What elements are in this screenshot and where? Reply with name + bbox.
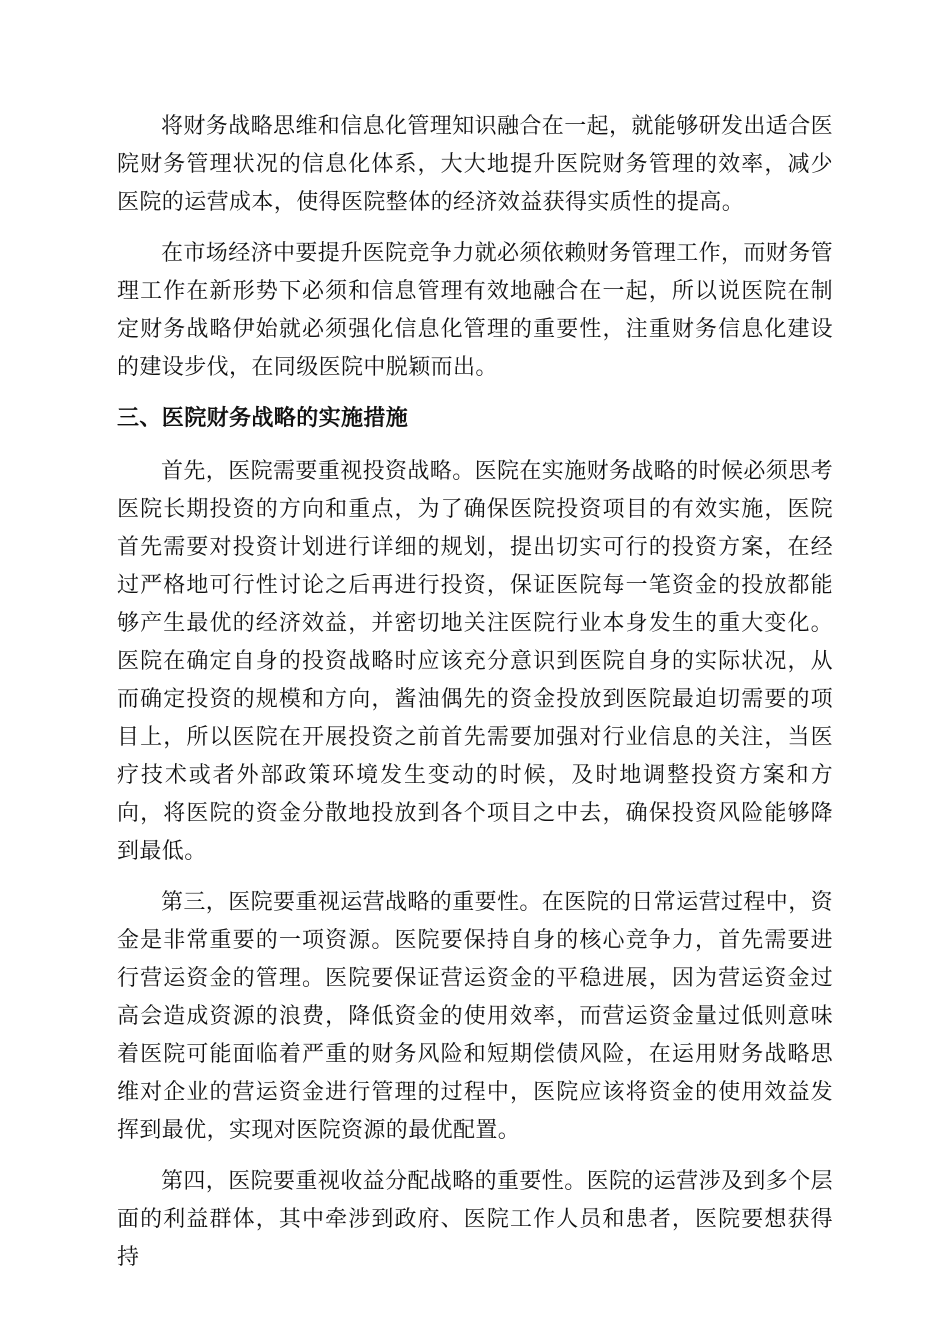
- paragraph-profit-distribution: 第四，医院要重视收益分配战略的重要性。医院的运营涉及到多个层面的利益群体，其中牵涉到政府、医院工作人员和患者，医院要想获得持: [117, 1169, 834, 1270]
- paragraph-investment-strategy: 首先，医院需要重视投资战略。医院在实施财务战略的时候必须思考医院长期投资的方向和重点，为了确保医院投资项目的有效实施，医院首先需要对投资计划进行详细的规划，提出切实可行的投资方案，在经过严格地可行性讨论之后再进行投资，保证医院每一笔资金的投放都能够产生最优的经济效益，并密切地关注医院行业本身发生的重大变化。医院在确定自身的投资战略时应该充分意识到医院自身的实际状况，从而确定投资的规模和方向，酱油偶先的资金投放到医院最迫切需要的项目上，所以医院在开展投资之前首先需要加强对行业信息的关注，当医疗技术或者外部政策环境发生变动的时候，及时地调整投资方案和方向，将医院的资金分散地投放到各个项目之中去，确保投资风险能够降到最低。: [117, 459, 834, 864]
- section-heading: 三、医院财务战略的实施措施: [117, 406, 409, 431]
- paragraph-competitiveness: 在市场经济中要提升医院竞争力就必须依赖财务管理工作，而财务管理工作在新形势下必须和信息管理有效地融合在一起，所以说医院在制定财务战略伊始就必须强化信息化管理的重要性，注重财务信息化建设的建设步伐，在同级医院中脱颖而出。: [117, 241, 834, 380]
- paragraph-integration: 将财务战略思维和信息化管理知识融合在一起，就能够研发出适合医院财务管理状况的信息化体系，大大地提升医院财务管理的效率，减少医院的运营成本，使得医院整体的经济效益获得实质性的提高。: [117, 114, 834, 215]
- paragraph-operation-strategy: 第三，医院要重视运营战略的重要性。在医院的日常运营过程中，资金是非常重要的一项资源。医院要保持自身的核心竞争力，首先需要进行营运资金的管理。医院要保证营运资金的平稳进展，因为营运资金过高会造成资源的浪费，降低资金的使用效率，而营运资金量过低则意味着医院可能面临着严重的财务风险和短期偿债风险，在运用财务战略思维对企业的营运资金进行管理的过程中，医院应该将资金的使用效益发挥到最优，实现对医院资源的最优配置。: [117, 890, 834, 1143]
- document-page: [117, 108, 833, 1290]
